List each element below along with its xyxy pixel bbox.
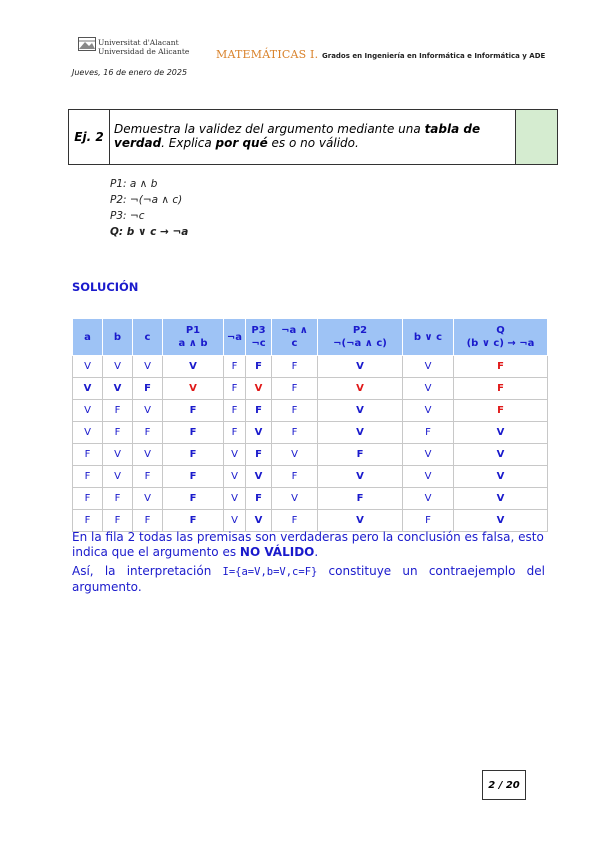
- table-cell: V: [318, 378, 403, 400]
- table-cell: V: [224, 466, 246, 488]
- table-cell: F: [103, 510, 133, 532]
- score-box: [516, 110, 557, 164]
- table-cell: F: [454, 400, 548, 422]
- table-row: [73, 510, 548, 532]
- table-cell: F: [272, 466, 318, 488]
- table-cell: V: [103, 378, 133, 400]
- table-cell: V: [403, 444, 454, 466]
- table-cell: F: [246, 356, 272, 378]
- column-header: a: [73, 319, 103, 356]
- table-cell: F: [73, 466, 103, 488]
- explanation-paragraph-1: En la fila 2 todas las premisas son verdaderas pero la conclusión es falsa, esto indica que el argumento es NO VÁLIDO.: [72, 530, 544, 559]
- table-cell: V: [454, 444, 548, 466]
- table-cell: F: [73, 510, 103, 532]
- table-cell: F: [103, 400, 133, 422]
- table-row: [73, 488, 548, 510]
- table-cell: V: [403, 378, 454, 400]
- table-cell: V: [73, 422, 103, 444]
- table-cell: V: [318, 400, 403, 422]
- exercise-box: [68, 109, 558, 165]
- table-cell: V: [318, 356, 403, 378]
- table-cell: V: [73, 356, 103, 378]
- table-cell: F: [272, 422, 318, 444]
- exercise-label: Ej. 2: [69, 110, 110, 164]
- table-cell: F: [224, 422, 246, 444]
- table-cell: F: [73, 488, 103, 510]
- university-name: Universitat d'Alacant Universidad de Alicante: [98, 38, 190, 56]
- table-row: [73, 400, 548, 422]
- premises-list: [110, 176, 188, 240]
- table-cell: F: [246, 488, 272, 510]
- table-cell: F: [103, 422, 133, 444]
- table-cell: V: [73, 378, 103, 400]
- table-row: [73, 466, 548, 488]
- table-cell: V: [246, 510, 272, 532]
- table-cell: V: [103, 466, 133, 488]
- table-cell: F: [272, 510, 318, 532]
- table-cell: V: [73, 400, 103, 422]
- column-header: c: [133, 319, 163, 356]
- table-cell: V: [454, 510, 548, 532]
- table-cell: F: [403, 422, 454, 444]
- table-cell: F: [133, 378, 163, 400]
- column-header: Q (b ∨ c) → ¬a: [454, 319, 548, 356]
- table-cell: F: [163, 466, 224, 488]
- table-cell: V: [163, 356, 224, 378]
- table-cell: F: [133, 422, 163, 444]
- table-cell: F: [163, 488, 224, 510]
- table-cell: F: [224, 400, 246, 422]
- column-header: P1 a ∧ b: [163, 319, 224, 356]
- table-cell: F: [246, 444, 272, 466]
- explanation: [72, 530, 545, 599]
- table-cell: V: [224, 510, 246, 532]
- table-cell: V: [163, 378, 224, 400]
- column-header: b: [103, 319, 133, 356]
- table-cell: V: [246, 466, 272, 488]
- premise-p2: P2: ¬(¬a ∧ c): [110, 194, 183, 206]
- table-cell: V: [133, 400, 163, 422]
- table-cell: V: [272, 444, 318, 466]
- column-header: P3 ¬c: [246, 319, 272, 356]
- table-cell: V: [246, 422, 272, 444]
- table-cell: V: [454, 422, 548, 444]
- table-cell: V: [454, 466, 548, 488]
- table-cell: V: [272, 488, 318, 510]
- truth-table: [72, 318, 548, 532]
- table-cell: V: [318, 466, 403, 488]
- table-cell: V: [403, 400, 454, 422]
- table-cell: F: [454, 356, 548, 378]
- column-header: b ∨ c: [403, 319, 454, 356]
- table-cell: F: [403, 510, 454, 532]
- truth-table-header: [73, 319, 548, 356]
- table-row: [73, 356, 548, 378]
- table-cell: F: [163, 510, 224, 532]
- table-cell: V: [103, 356, 133, 378]
- page-number: 2 / 20: [482, 770, 526, 800]
- conclusion-q: Q: b ∨ c → ¬a: [110, 226, 189, 238]
- exam-date: Jueves, 16 de enero de 2025: [72, 68, 188, 77]
- table-cell: F: [272, 356, 318, 378]
- premise-p1: P1: a ∧ b: [110, 178, 158, 190]
- table-cell: F: [246, 400, 272, 422]
- table-cell: F: [163, 444, 224, 466]
- table-cell: F: [318, 488, 403, 510]
- table-cell: F: [163, 422, 224, 444]
- table-cell: F: [73, 444, 103, 466]
- table-cell: F: [163, 400, 224, 422]
- table-row: [73, 378, 548, 400]
- university-logo: [78, 36, 96, 55]
- course-title: MATEMÁTICAS I. Grados en Ingeniería en Informática e Informática y ADE: [216, 48, 546, 61]
- table-cell: V: [103, 444, 133, 466]
- table-cell: F: [272, 400, 318, 422]
- table-cell: F: [103, 488, 133, 510]
- premise-p3: P3: ¬c: [110, 210, 145, 222]
- table-cell: V: [403, 488, 454, 510]
- table-cell: V: [246, 378, 272, 400]
- table-cell: V: [133, 444, 163, 466]
- table-cell: F: [224, 378, 246, 400]
- table-cell: V: [454, 488, 548, 510]
- table-cell: V: [403, 356, 454, 378]
- exercise-statement: Demuestra la validez del argumento mediante una tabla de verdad. Explica por qué es o no válido.: [110, 110, 516, 164]
- table-cell: F: [224, 356, 246, 378]
- course-subtitle: Grados en Ingeniería en Informática e Informática y ADE: [322, 52, 546, 60]
- table-cell: F: [454, 378, 548, 400]
- table-cell: V: [224, 444, 246, 466]
- table-cell: F: [272, 378, 318, 400]
- table-cell: V: [133, 488, 163, 510]
- table-cell: F: [318, 444, 403, 466]
- table-row: [73, 422, 548, 444]
- explanation-paragraph-2: Así, la interpretación I={a=V,b=V,c=F} constituye un contraejemplo del argumento.: [72, 564, 545, 594]
- table-cell: V: [318, 422, 403, 444]
- table-row: [73, 444, 548, 466]
- table-cell: V: [133, 356, 163, 378]
- table-cell: V: [403, 466, 454, 488]
- column-header: ¬a: [224, 319, 246, 356]
- table-cell: F: [133, 466, 163, 488]
- column-header: ¬a ∧ c: [272, 319, 318, 356]
- solution-title: SOLUCIÓN: [72, 280, 139, 294]
- table-cell: F: [133, 510, 163, 532]
- table-cell: V: [318, 510, 403, 532]
- column-header: P2 ¬(¬a ∧ c): [318, 319, 403, 356]
- table-cell: V: [224, 488, 246, 510]
